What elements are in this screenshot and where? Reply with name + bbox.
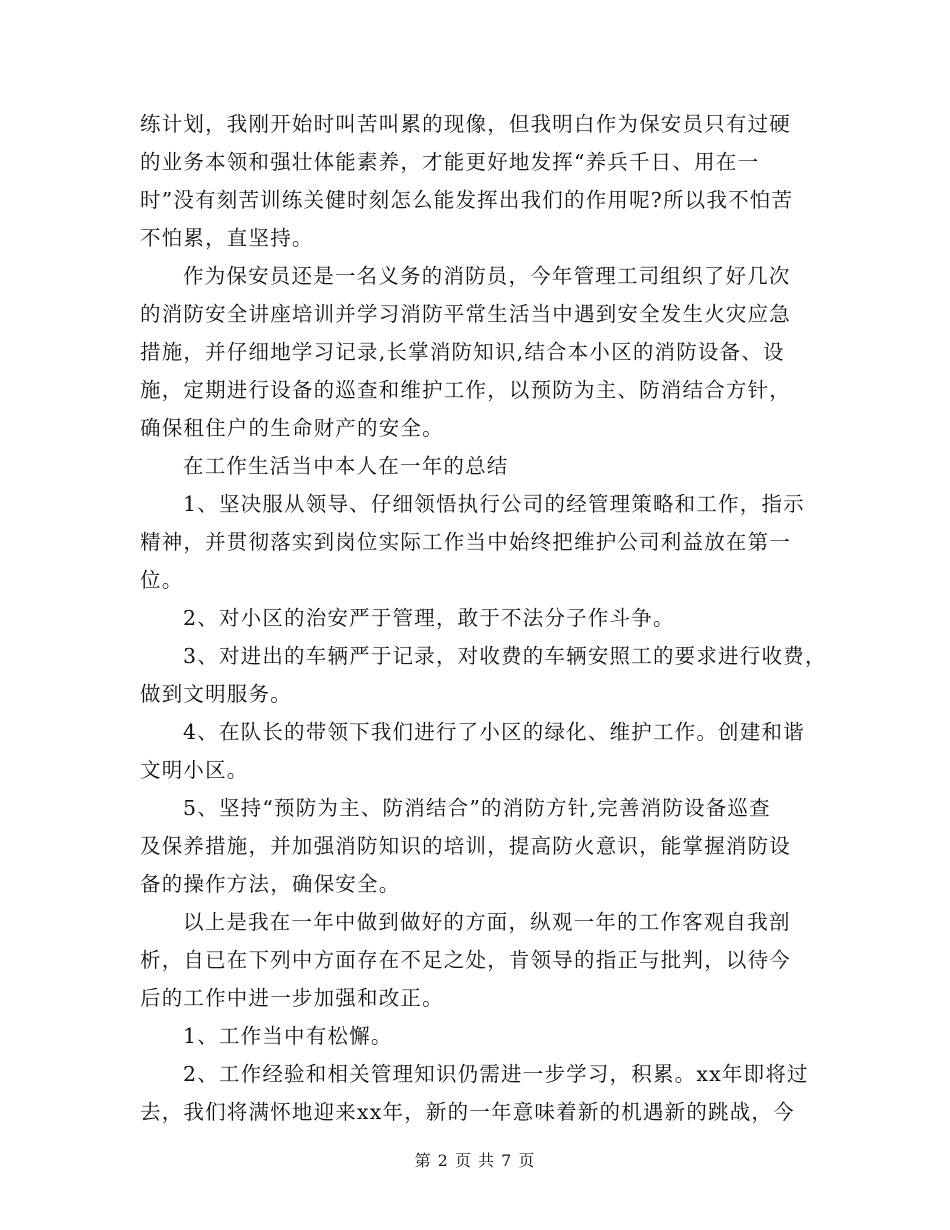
text-line: 后的工作中进一步加强和改正。: [140, 986, 444, 1010]
list-item-2-line: 2、对小区的治安严于管理，敢于不法分子作斗争。: [183, 606, 675, 630]
text-line: 的消防安全讲座培训并学习消防平常生活当中遇到安全发生火灾应急: [140, 302, 791, 326]
list-item-1-line: 1、坚决服从领导、仔细领悟执行公司的经管理策略和工作，指示: [183, 492, 805, 516]
text-line: 不怕累，直坚持。: [140, 226, 314, 250]
text-line: 的业务本领和强壮体能素养，才能更好地发挥“养兵千日、用在一: [140, 150, 760, 174]
list-item-2-line: 2、工作经验和相关管理知识仍需进一步学习，积累。xx年即将过: [183, 1062, 809, 1086]
text-line: 去，我们将满怀地迎来xx年，新的一年意味着新的机遇新的跳战，今: [140, 1100, 795, 1124]
text-line: 文明小区。: [140, 758, 249, 782]
text-line: 确保租住户的生命财产的安全。: [140, 416, 444, 440]
text-line: 及保养措施，并加强消防知识的培训，提高防火意识，能掌握消防设: [140, 834, 791, 858]
text-line: 精神，并贯彻落实到岗位实际工作当中始终把维护公司利益放在第一: [140, 530, 791, 554]
section-heading: 在工作生活当中本人在一年的总结: [183, 454, 509, 478]
text-line: 备的操作方法，确保安全。: [140, 872, 401, 896]
text-line: 位。: [140, 568, 184, 592]
text-line: 施，定期进行设备的巡查和维护工作，以预防为主、防消结合方针，: [140, 378, 791, 402]
list-item-1-line: 1、工作当中有松懈。: [183, 1024, 393, 1048]
paragraph-start-line: 作为保安员还是一名义务的消防员，今年管理工司组织了好几次: [183, 264, 791, 288]
text-line: 练计划，我刚开始时叫苦叫累的现像，但我明白作为保安员只有过硬: [140, 112, 791, 136]
text-line: 做到文明服务。: [140, 682, 292, 706]
text-line: 措施，并仔细地学习记录,长掌消防知识,结合本小区的消防设备、设: [140, 340, 785, 364]
paragraph-start-line: 以上是我在一年中做到做好的方面，纵观一年的工作客观自我剖: [183, 910, 791, 934]
text-line: 时”没有刻苦训练关健时刻怎么能发挥出我们的作用呢?所以我不怕苦: [140, 188, 794, 212]
list-item-5-line: 5、坚持“预防为主、防消结合”的消防方针,完善消防设备巡查: [183, 796, 771, 820]
text-line: 析，自已在下列中方面存在不足之处，肯领导的指正与批判，以待今: [140, 948, 791, 972]
page-number-footer: 第 2 页 共 7 页: [414, 1151, 536, 1170]
list-item-3-line: 3、对进出的车辆严于记录，对收费的车辆安照工的要求进行收费，: [183, 644, 827, 668]
list-item-4-line: 4、在队长的带领下我们进行了小区的绿化、维护工作。创建和谐: [183, 720, 805, 744]
